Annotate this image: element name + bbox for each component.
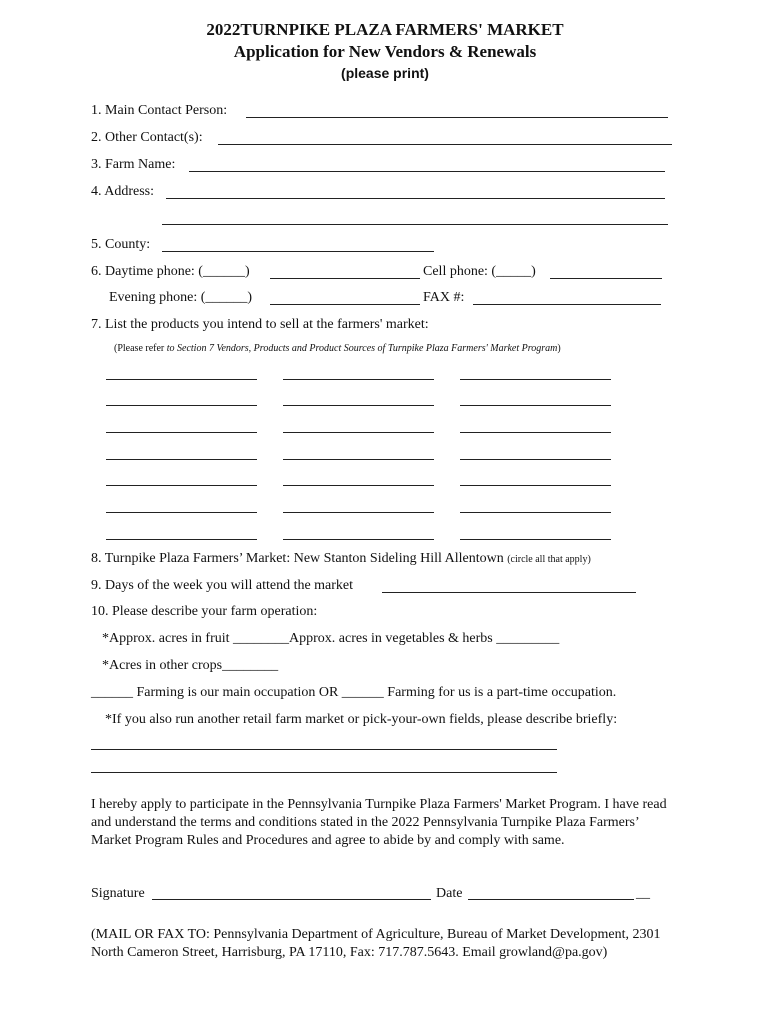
products-note-suffix: ) bbox=[557, 343, 561, 354]
date-field[interactable] bbox=[468, 899, 634, 900]
mail-to-text: (MAIL OR FAX TO: Pennsylvania Department of Agriculture, Bureau of Market Development, 2301 North Cameron Street, Harrisburg, PA 17110, Fax: 717.787.5643. Email growland@pa.gov) bbox=[91, 927, 661, 960]
product-field[interactable] bbox=[460, 539, 611, 540]
declaration-text: I hereby apply to participate in the Pennsylvania Turnpike Plaza Farmers' Market Program. I have read and understand the terms and conditions stated in the 2022 Pennsylvania Turnpike Plaza Farmers’ Market Program Rules and Procedures and agree to abide by and comply with same. bbox=[91, 797, 667, 848]
cell-phone-field[interactable] bbox=[550, 278, 662, 279]
product-field[interactable] bbox=[460, 405, 611, 406]
cell-phone-label: Cell phone: (_____) bbox=[423, 264, 536, 279]
fax-label: FAX #: bbox=[423, 290, 465, 305]
print-note: (please print) bbox=[341, 65, 429, 81]
days-label: 9. Days of the week you will attend the market bbox=[91, 578, 354, 593]
address-field-line-1[interactable] bbox=[166, 198, 665, 199]
main-contact-label: 1. Main Contact Person: bbox=[91, 103, 228, 118]
form-subtitle: Application for New Vendors & Renewals bbox=[233, 42, 537, 61]
other-contacts-label: 2. Other Contact(s): bbox=[91, 130, 203, 145]
products-note bbox=[114, 343, 561, 355]
date-field-tail: __ bbox=[636, 886, 650, 901]
product-field[interactable] bbox=[106, 405, 257, 406]
products-label: 7. List the products you intend to sell at the farmers' market: bbox=[91, 317, 429, 332]
farm-name-label: 3. Farm Name: bbox=[91, 157, 176, 172]
product-field[interactable] bbox=[283, 485, 434, 486]
product-field[interactable] bbox=[460, 459, 611, 460]
evening-phone-field[interactable] bbox=[270, 304, 420, 305]
farm-name-field[interactable] bbox=[189, 171, 665, 172]
acres-other-crops[interactable]: *Acres in other crops________ bbox=[102, 658, 279, 673]
county-label: 5. County: bbox=[91, 237, 151, 252]
product-field[interactable] bbox=[106, 485, 257, 486]
product-field[interactable] bbox=[106, 539, 257, 540]
market-location-label: 8. Turnpike Plaza Farmers’ Market: New Stanton Sideling Hill Allentown bbox=[91, 551, 504, 566]
farm-operation-label: 10. Please describe your farm operation: bbox=[91, 604, 318, 619]
product-field[interactable] bbox=[283, 432, 434, 433]
retail-market-label: *If you also run another retail farm market or pick-your-own fields, please describe briefly: bbox=[105, 712, 618, 727]
retail-description-line-2[interactable] bbox=[91, 772, 557, 773]
products-note-reference: to Section 7 Vendors, Products and Product Sources of Turnpike Plaza Farmers' Market Program bbox=[166, 343, 558, 354]
product-field[interactable] bbox=[460, 379, 611, 380]
daytime-phone-label: 6. Daytime phone: (______) bbox=[91, 264, 250, 279]
product-field[interactable] bbox=[283, 539, 434, 540]
signature-label: Signature bbox=[91, 886, 145, 901]
date-label: Date bbox=[436, 886, 463, 901]
product-field[interactable] bbox=[106, 512, 257, 513]
county-field[interactable] bbox=[162, 251, 434, 252]
other-contacts-field[interactable] bbox=[218, 144, 672, 145]
main-contact-field[interactable] bbox=[246, 117, 668, 118]
acres-fruit-vegetables[interactable]: *Approx. acres in fruit ________Approx. acres in vegetables & herbs _________ bbox=[102, 631, 560, 646]
market-location-line bbox=[91, 550, 591, 567]
retail-description-line-1[interactable] bbox=[91, 749, 557, 750]
product-field[interactable] bbox=[460, 512, 611, 513]
occupation-line[interactable]: ______ Farming is our main occupation OR ______ Farming for us is a part-time occupation. bbox=[91, 685, 617, 700]
product-field[interactable] bbox=[283, 379, 434, 380]
product-field[interactable] bbox=[283, 405, 434, 406]
address-field-line-2[interactable] bbox=[162, 224, 668, 225]
evening-phone-label: Evening phone: (______) bbox=[109, 290, 253, 305]
form-title: 2022TURNPIKE PLAZA FARMERS' MARKET bbox=[206, 20, 564, 39]
product-field[interactable] bbox=[106, 459, 257, 460]
address-label: 4. Address: bbox=[91, 184, 154, 199]
signature-field[interactable] bbox=[152, 899, 431, 900]
product-field[interactable] bbox=[283, 459, 434, 460]
product-field[interactable] bbox=[283, 512, 434, 513]
product-field[interactable] bbox=[460, 485, 611, 486]
daytime-phone-field[interactable] bbox=[270, 278, 420, 279]
product-field[interactable] bbox=[106, 379, 257, 380]
product-field[interactable] bbox=[460, 432, 611, 433]
circle-note: (circle all that apply) bbox=[507, 554, 591, 565]
product-field[interactable] bbox=[106, 432, 257, 433]
fax-field[interactable] bbox=[473, 304, 661, 305]
products-note-prefix: (Please refer bbox=[114, 343, 167, 354]
days-field[interactable] bbox=[382, 592, 636, 593]
